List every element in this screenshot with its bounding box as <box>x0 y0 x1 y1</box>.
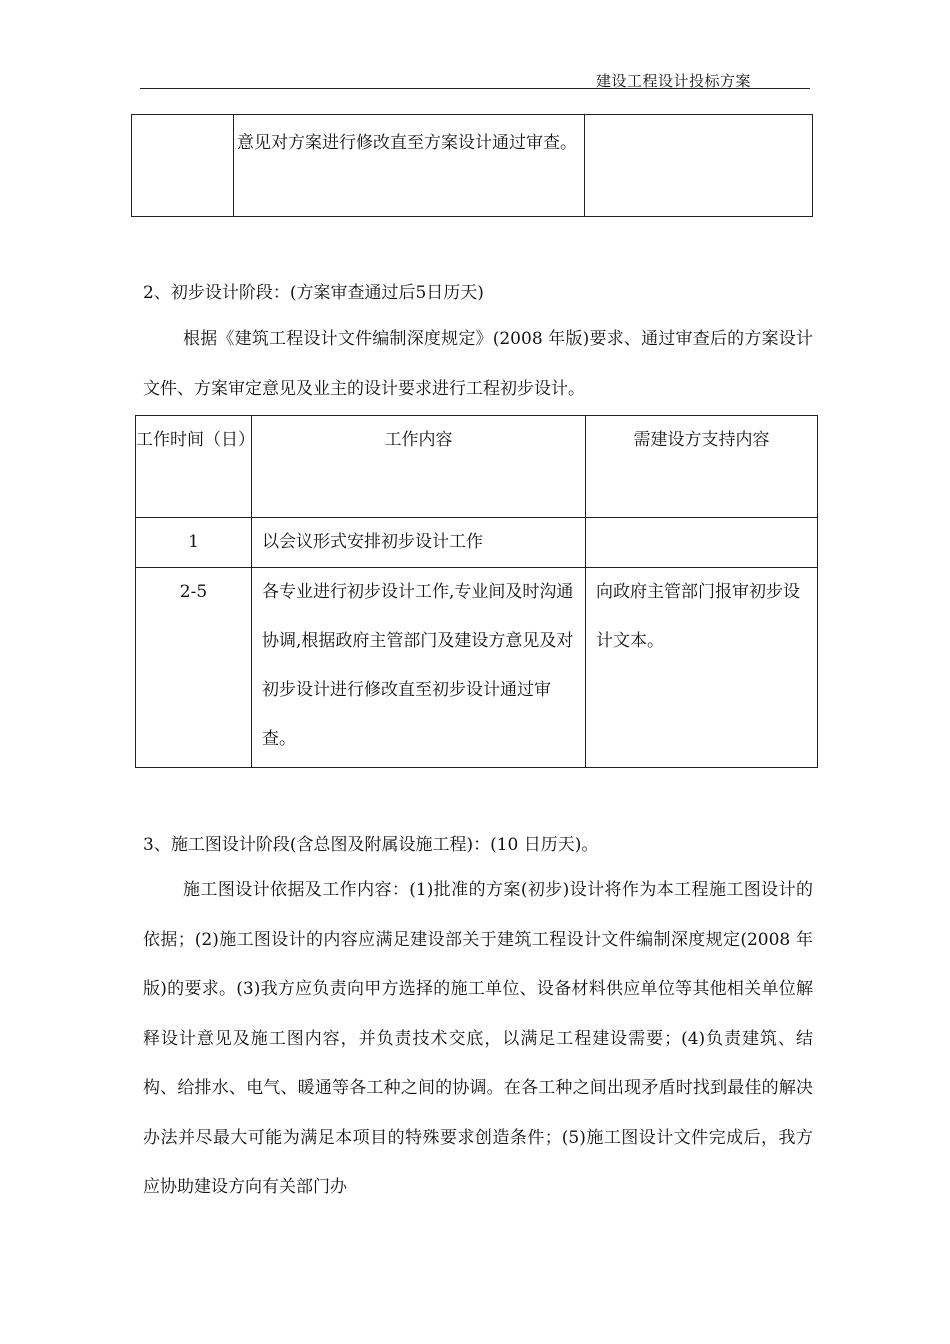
table-cell-support <box>585 115 813 217</box>
header-rule <box>140 88 810 89</box>
running-header: 建设工程设计投标方案 <box>596 72 752 90</box>
table-cell-time <box>132 115 234 217</box>
table-cell-content: 各专业进行初步设计工作,专业间及时沟通协调,根据政府主管部门及建设方意见及对初步设计进行修改直至初步设计通过审查。 <box>252 568 586 768</box>
table-cell-time: 2-5 <box>136 568 252 768</box>
header-cell-support: 需建设方支持内容 <box>586 416 818 518</box>
header-cell-time: 工作时间（日） <box>136 416 252 518</box>
table-header-row <box>136 416 818 518</box>
section-2-paragraph: 根据《建筑工程设计文件编制深度规定》(2008 年版)要求、通过审查后的方案设计文件、方案审定意见及业主的设计要求进行工程初步设计。 <box>143 329 813 399</box>
section-3-heading: 3、施工图设计阶段(含总图及附属设施工程)：(10 日历天)。 <box>143 835 599 855</box>
continued-table <box>131 114 813 217</box>
section-2-heading: 2、初步设计阶段：(方案审查通过后5日历天) <box>143 283 484 303</box>
table-cell-time: 1 <box>136 518 252 568</box>
section-3-paragraph: 施工图设计依据及工作内容：(1)批准的方案(初步)设计将作为本工程施工图设计的依据；(2)施工图设计的内容应满足建设部关于建筑工程设计文件编制深度规定(2008 年版)的要求。(3)我方应负责向甲方选择的施工单位、设备材料供应单位等其他相关单位解释设计意见及施工图内容，并负责技术交底，以满足工程建设需要；(4)负责建筑、结构、给排水、电气、暖通等各工种之间的协调。在各工种之间出现矛盾时找到最佳的解决办法并尽最大可能为满足本项目的特殊要求创造条件；(5)施工图设计文件完成后，我方应协助建设方向有关部门办 <box>143 880 813 1197</box>
header-cell-content: 工作内容 <box>252 416 586 518</box>
table-cell-support <box>586 518 818 568</box>
cell-text: 意见对方案进行修改直至方案设计通过审查。 <box>237 133 577 153</box>
table-cell-content <box>234 115 585 217</box>
table-row <box>132 115 813 217</box>
table-cell-content: 以会议形式安排初步设计工作 <box>252 518 586 568</box>
table-row <box>136 568 818 768</box>
table-row <box>136 518 818 568</box>
table-cell-support: 向政府主管部门报审初步设计文本。 <box>586 568 818 768</box>
schedule-table <box>135 415 818 768</box>
